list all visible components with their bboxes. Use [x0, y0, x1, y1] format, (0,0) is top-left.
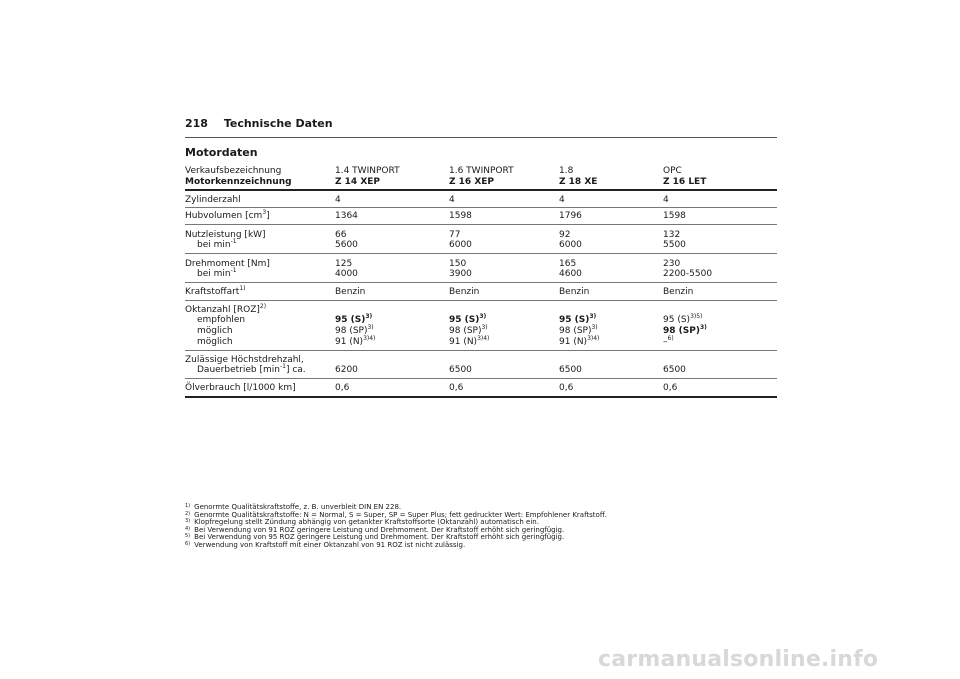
header-cell: Z 18 XE: [559, 177, 598, 187]
cell: 4: [559, 195, 565, 205]
page-header: [185, 117, 333, 130]
footnote: $^{6)}$ Verwendung von Kraftstoff mit einer Oktanzahl von 91 ROZ ist nicht zulässig.: [185, 540, 466, 549]
cell: 1598: [663, 211, 686, 221]
cell: 77: [449, 230, 461, 240]
footnote: $^{5)}$ Bei Verwendung von 95 ROZ geringere Leistung und Drehmoment. Der Kraftstoff erhöht sich geringfügig.: [185, 533, 565, 542]
table-bottom-rule: [185, 396, 777, 398]
cell: 95 $(S)^{3)}$: [559, 313, 597, 325]
page-number: 218: [185, 117, 208, 130]
cell: 98 (SP)$^{3)}$: [559, 324, 598, 336]
cell: 4: [335, 195, 341, 205]
row-label: Zylinderzahl: [185, 195, 241, 205]
cell: 95 $(S)^{3)}$: [449, 313, 487, 325]
row-label: Ölverbrauch [l/1000 km]: [185, 383, 296, 393]
row-sublabel: bei $\min^{-1}$: [197, 238, 237, 250]
cell: –$^{6)}$: [663, 335, 674, 347]
cell: Benzin: [449, 287, 480, 297]
cell: 150: [449, 259, 467, 269]
cell: Benzin: [663, 287, 694, 297]
header-cell: 1.6 TWINPORT: [449, 166, 514, 176]
cell: 0,6: [663, 383, 678, 393]
cell: 1796: [559, 211, 582, 221]
row-sublabel: möglich: [197, 337, 233, 347]
cell: 5600: [335, 240, 358, 250]
header-cell: 1.8: [559, 166, 574, 176]
row-divider: [185, 300, 777, 301]
row-divider: [185, 253, 777, 254]
cell: Benzin: [335, 287, 366, 297]
row-divider: [185, 224, 777, 225]
row-label: Zulässige Höchstdrehzahl,: [185, 355, 304, 365]
section-title: Technische Daten: [223, 117, 333, 130]
cell: 5500: [663, 240, 686, 250]
cell: 1364: [335, 211, 358, 221]
table-title: Motordaten: [185, 146, 258, 159]
header-rule-thick: [185, 189, 777, 191]
footnote: $^{1)}$ Genormte Qualitätskraftstoffe, z. B. unverbleit DIN EN 228.: [185, 503, 402, 511]
cell: 6500: [559, 365, 582, 375]
header-cell: Z 16 LET: [663, 177, 707, 187]
cell: 98 (SP)$^{3)}$: [663, 324, 707, 336]
row-sublabel: Dauerbetrieb $[\min^{-1}]$ ca.: [197, 363, 306, 375]
row-label: Nutzleistung [kW]: [185, 230, 266, 240]
row-label: Kraftstoffart$^{1)}$: [185, 285, 246, 297]
cell: 66: [335, 230, 347, 240]
row-label: Drehmoment [Nm]: [185, 259, 270, 269]
row-divider: [185, 207, 777, 208]
cell: 95 $(S)^{3)5)}$: [663, 313, 703, 325]
cell: 0,6: [559, 383, 574, 393]
footnote: $^{4)}$ Bei Verwendung von 91 ROZ geringere Leistung und Drehmoment. Der Kraftstoff erhöht sich geringfügig.: [185, 525, 565, 534]
cell: 132: [663, 230, 681, 240]
cell: 1598: [449, 211, 472, 221]
cell: 3900: [449, 269, 472, 279]
row-divider: [185, 350, 777, 351]
header-cell: Verkaufsbezeichnung: [185, 166, 282, 176]
cell: 165: [559, 259, 577, 269]
cell: 91 $(N)^{3)4)}$: [559, 335, 600, 347]
cell: 2200-5500: [663, 269, 713, 279]
row-sublabel: möglich: [197, 326, 233, 336]
row-sublabel: empfohlen: [197, 315, 246, 325]
cell: 91 $(N)^{3)4)}$: [335, 335, 376, 347]
header-cell: Z 16 XEP: [449, 177, 494, 187]
cell: 98 (SP)$^{3)}$: [335, 324, 374, 336]
cell: 6000: [449, 240, 472, 250]
header-rule: [185, 137, 777, 138]
cell: 230: [663, 259, 681, 269]
footnote: $^{3)}$ Klopfregelung stellt Zündung abhängig von getankter Kraftstoffsorte (Oktanzahl) automatisch ein.: [185, 518, 539, 527]
row-label: Oktanzahl [ROZ]$^{2)}$: [185, 303, 267, 315]
cell: 6000: [559, 240, 582, 250]
cell: 4000: [335, 269, 358, 279]
cell: 0,6: [449, 383, 464, 393]
cell: 4: [663, 195, 669, 205]
row-label: Hubvolumen $[cm^3]$: [185, 209, 270, 221]
cell: 95 $(S)^{3)}$: [335, 313, 373, 325]
header-cell: Motorkennzeichnung: [185, 177, 292, 187]
cell: 0,6: [335, 383, 350, 393]
cell: 4: [449, 195, 455, 205]
header-cell: 1.4 TWINPORT: [335, 166, 400, 176]
cell: 6500: [663, 365, 686, 375]
cell: 91 $(N)^{3)4)}$: [449, 335, 490, 347]
header-cell: OPC: [663, 166, 682, 176]
cell: 6200: [335, 365, 358, 375]
cell: 92: [559, 230, 571, 240]
row-divider: [185, 282, 777, 283]
footnote: $^{2)}$ Genormte Qualitätskraftstoffe: N = Normal, S = Super, SP = Super Plus; fett gedruckter Wert: Empfohlener Kraftstoff.: [185, 510, 607, 519]
cell: 6500: [449, 365, 472, 375]
footnotes: [185, 504, 607, 550]
row-divider: [185, 378, 777, 379]
cell: 98 (SP)$^{3)}$: [449, 324, 488, 336]
cell: 125: [335, 259, 353, 269]
header-cell: Z 14 XEP: [335, 177, 380, 187]
cell: 4600: [559, 269, 582, 279]
cell: Benzin: [559, 287, 590, 297]
row-sublabel: bei $\min^{-1}$: [197, 267, 237, 279]
watermark: carmanualsonline.info: [598, 647, 879, 672]
